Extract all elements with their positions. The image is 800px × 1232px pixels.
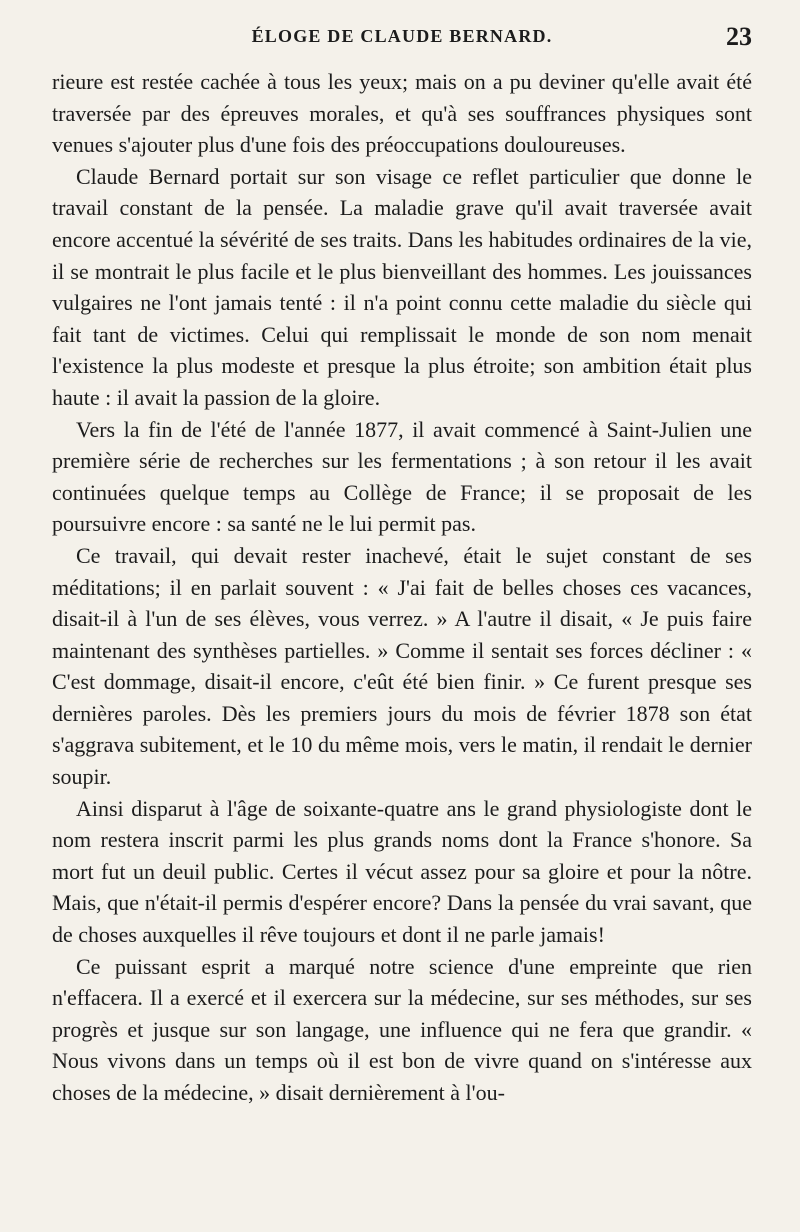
running-title: ÉLOGE DE CLAUDE BERNARD. [251, 26, 553, 46]
paragraph-continuation: rieure est restée cachée à tous les yeux; mais on a pu deviner qu'elle avait été traversée par des épreuves morales, et qu'à ses souffrances physiques sont venues s'ajouter plus d'une fois des préoccupations douloureuses. [52, 69, 752, 158]
body-text [52, 66, 752, 1109]
page-number: 23 [726, 22, 752, 51]
book-page [52, 22, 752, 1109]
paragraph: Vers la fin de l'été de l'année 1877, il avait commencé à Saint-Julien une première série de recherches sur les fermentations ; à son retour il les avait continuées quelque temps au Collège de France; il se proposait de les poursuivre encore : sa santé ne le lui permit pas. [52, 416, 752, 537]
paragraph: Ainsi disparut à l'âge de soixante-quatre ans le grand physiologiste dont le nom restera inscrit parmi les plus grands noms dont la France s'honore. Sa mort fut un deuil public. Certes il vécut assez pour sa gloire et pour la nôtre. Mais, que n'était-il permis d'espérer encore? Dans la pensée du vrai savant, que de choses auxquelles il rêve toujours et dont il ne parle jamais! [52, 795, 752, 948]
paragraph: Ce puissant esprit a marqué notre science d'une empreinte que rien n'effacera. Il a exercé et il exercera sur la médecine, sur ses méthodes, sur ses progrès et jusque sur son langage, une influence qui ne fera que grandir. « Nous vivons dans un temps où il est bon de vivre quand on s'intéresse aux choses de la médecine, » disait dernièrement à l'ou- [52, 953, 752, 1105]
paragraph: Ce travail, qui devait rester inachevé, était le sujet constant de ses méditations; il en parlait souvent : « J'ai fait de belles choses ces vacances, disait-il à l'un de ses élèves, vous verrez. » A l'autre il disait, « Je puis faire maintenant des synthèses partielles. » Comme il sentait ses forces décliner : « C'est dommage, disait-il encore, c'eût été bien finir. » Ce furent presque ses dernières paroles. Dès les premiers jours du mois de février 1878 son état s'aggrava subitement, et le 10 du même mois, vers le matin, il rendait le dernier soupir. [52, 542, 752, 790]
paragraph: Claude Bernard portait sur son visage ce reflet particulier que donne le travail constant de la pensée. La maladie grave qu'il avait traversée avait encore accentué la sévérité de ses traits. Dans les habitudes ordinaires de la vie, il se montrait le plus facile et le plus bienveillant des hommes. Les jouissances vulgaires ne l'ont jamais tenté : il n'a point connu cette maladie du siècle qui fait tant de victimes. Celui qui remplissait le monde de son nom menait l'existence la plus modeste et presque la plus étroite; son ambition était plus haute : il avait la passion de la gloire. [52, 163, 752, 410]
running-header [52, 22, 752, 56]
